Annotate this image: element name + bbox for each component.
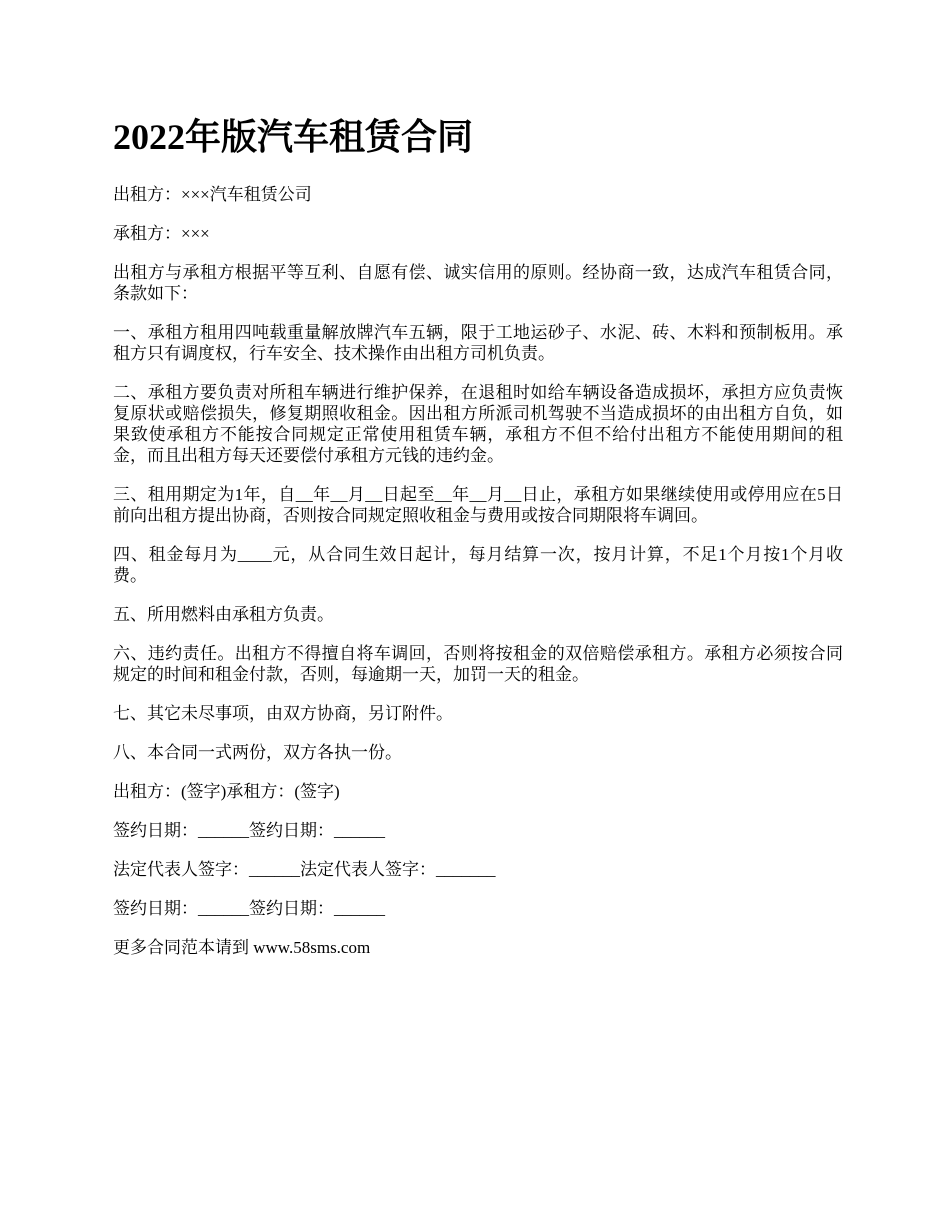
document-title: 2022年版汽车租赁合同	[113, 117, 474, 157]
clause-8: 八、本合同一式两份，双方各执一份。	[113, 743, 402, 762]
document-page	[113, 110, 843, 976]
preamble-paragraph: 出租方与承租方根据平等互利、自愿有偿、诚实信用的原则。经协商一致，达成汽车租赁合同，条款如下：	[113, 263, 843, 303]
clause-7: 七、其它未尽事项，由双方协商，另订附件。	[113, 704, 453, 723]
lessee-line: 承租方：×××	[113, 224, 210, 243]
signature-line: 出租方：(签字)承租方：(签字)	[113, 782, 340, 801]
legal-rep-signature-line: 法定代表人签字：______法定代表人签字：_______	[113, 860, 496, 879]
signing-date-line: 签约日期：______签约日期：______	[113, 821, 385, 840]
clause-4: 四、租金每月为____元，从合同生效日起计，每月结算一次，按月计算，不足1个月按1个月收费。	[113, 545, 843, 585]
clause-6: 六、违约责任。出租方不得擅自将车调回，否则将按租金的双倍赔偿承租方。承租方必须按合同规定的时间和租金付款，否则，每逾期一天，加罚一天的租金。	[113, 644, 843, 684]
clause-2: 二、承租方要负责对所租车辆进行维护保养，在退租时如给车辆设备造成损坏，承担方应负责恢复原状或赔偿损失，修复期照收租金。因出租方所派司机驾驶不当造成损坏的由出租方自负，如果致使承租方不能按合同规定正常使用租赁车辆，承租方不但不给付出租方不能使用期间的租金，而且出租方每天还要偿付承租方元钱的违约金。	[113, 383, 843, 465]
footer-note: 更多合同范本请到 www.58sms.com	[113, 938, 371, 957]
clause-5: 五、所用燃料由承租方负责。	[113, 605, 334, 624]
clause-3: 三、租用期定为1年，自__年__月__日起至__年__月__日止，承租方如果继续使用或停用应在5日前向出租方提出协商，否则按合同规定照收租金与费用或按合同期限将车调回。	[113, 485, 843, 525]
clause-1: 一、承租方租用四吨载重量解放牌汽车五辆，限于工地运砂子、水泥、砖、木料和预制板用。承租方只有调度权，行车安全、技术操作由出租方司机负责。	[113, 323, 843, 363]
lessor-line: 出租方：×××汽车租赁公司	[113, 185, 312, 204]
signing-date-line-2: 签约日期：______签约日期：______	[113, 899, 385, 918]
